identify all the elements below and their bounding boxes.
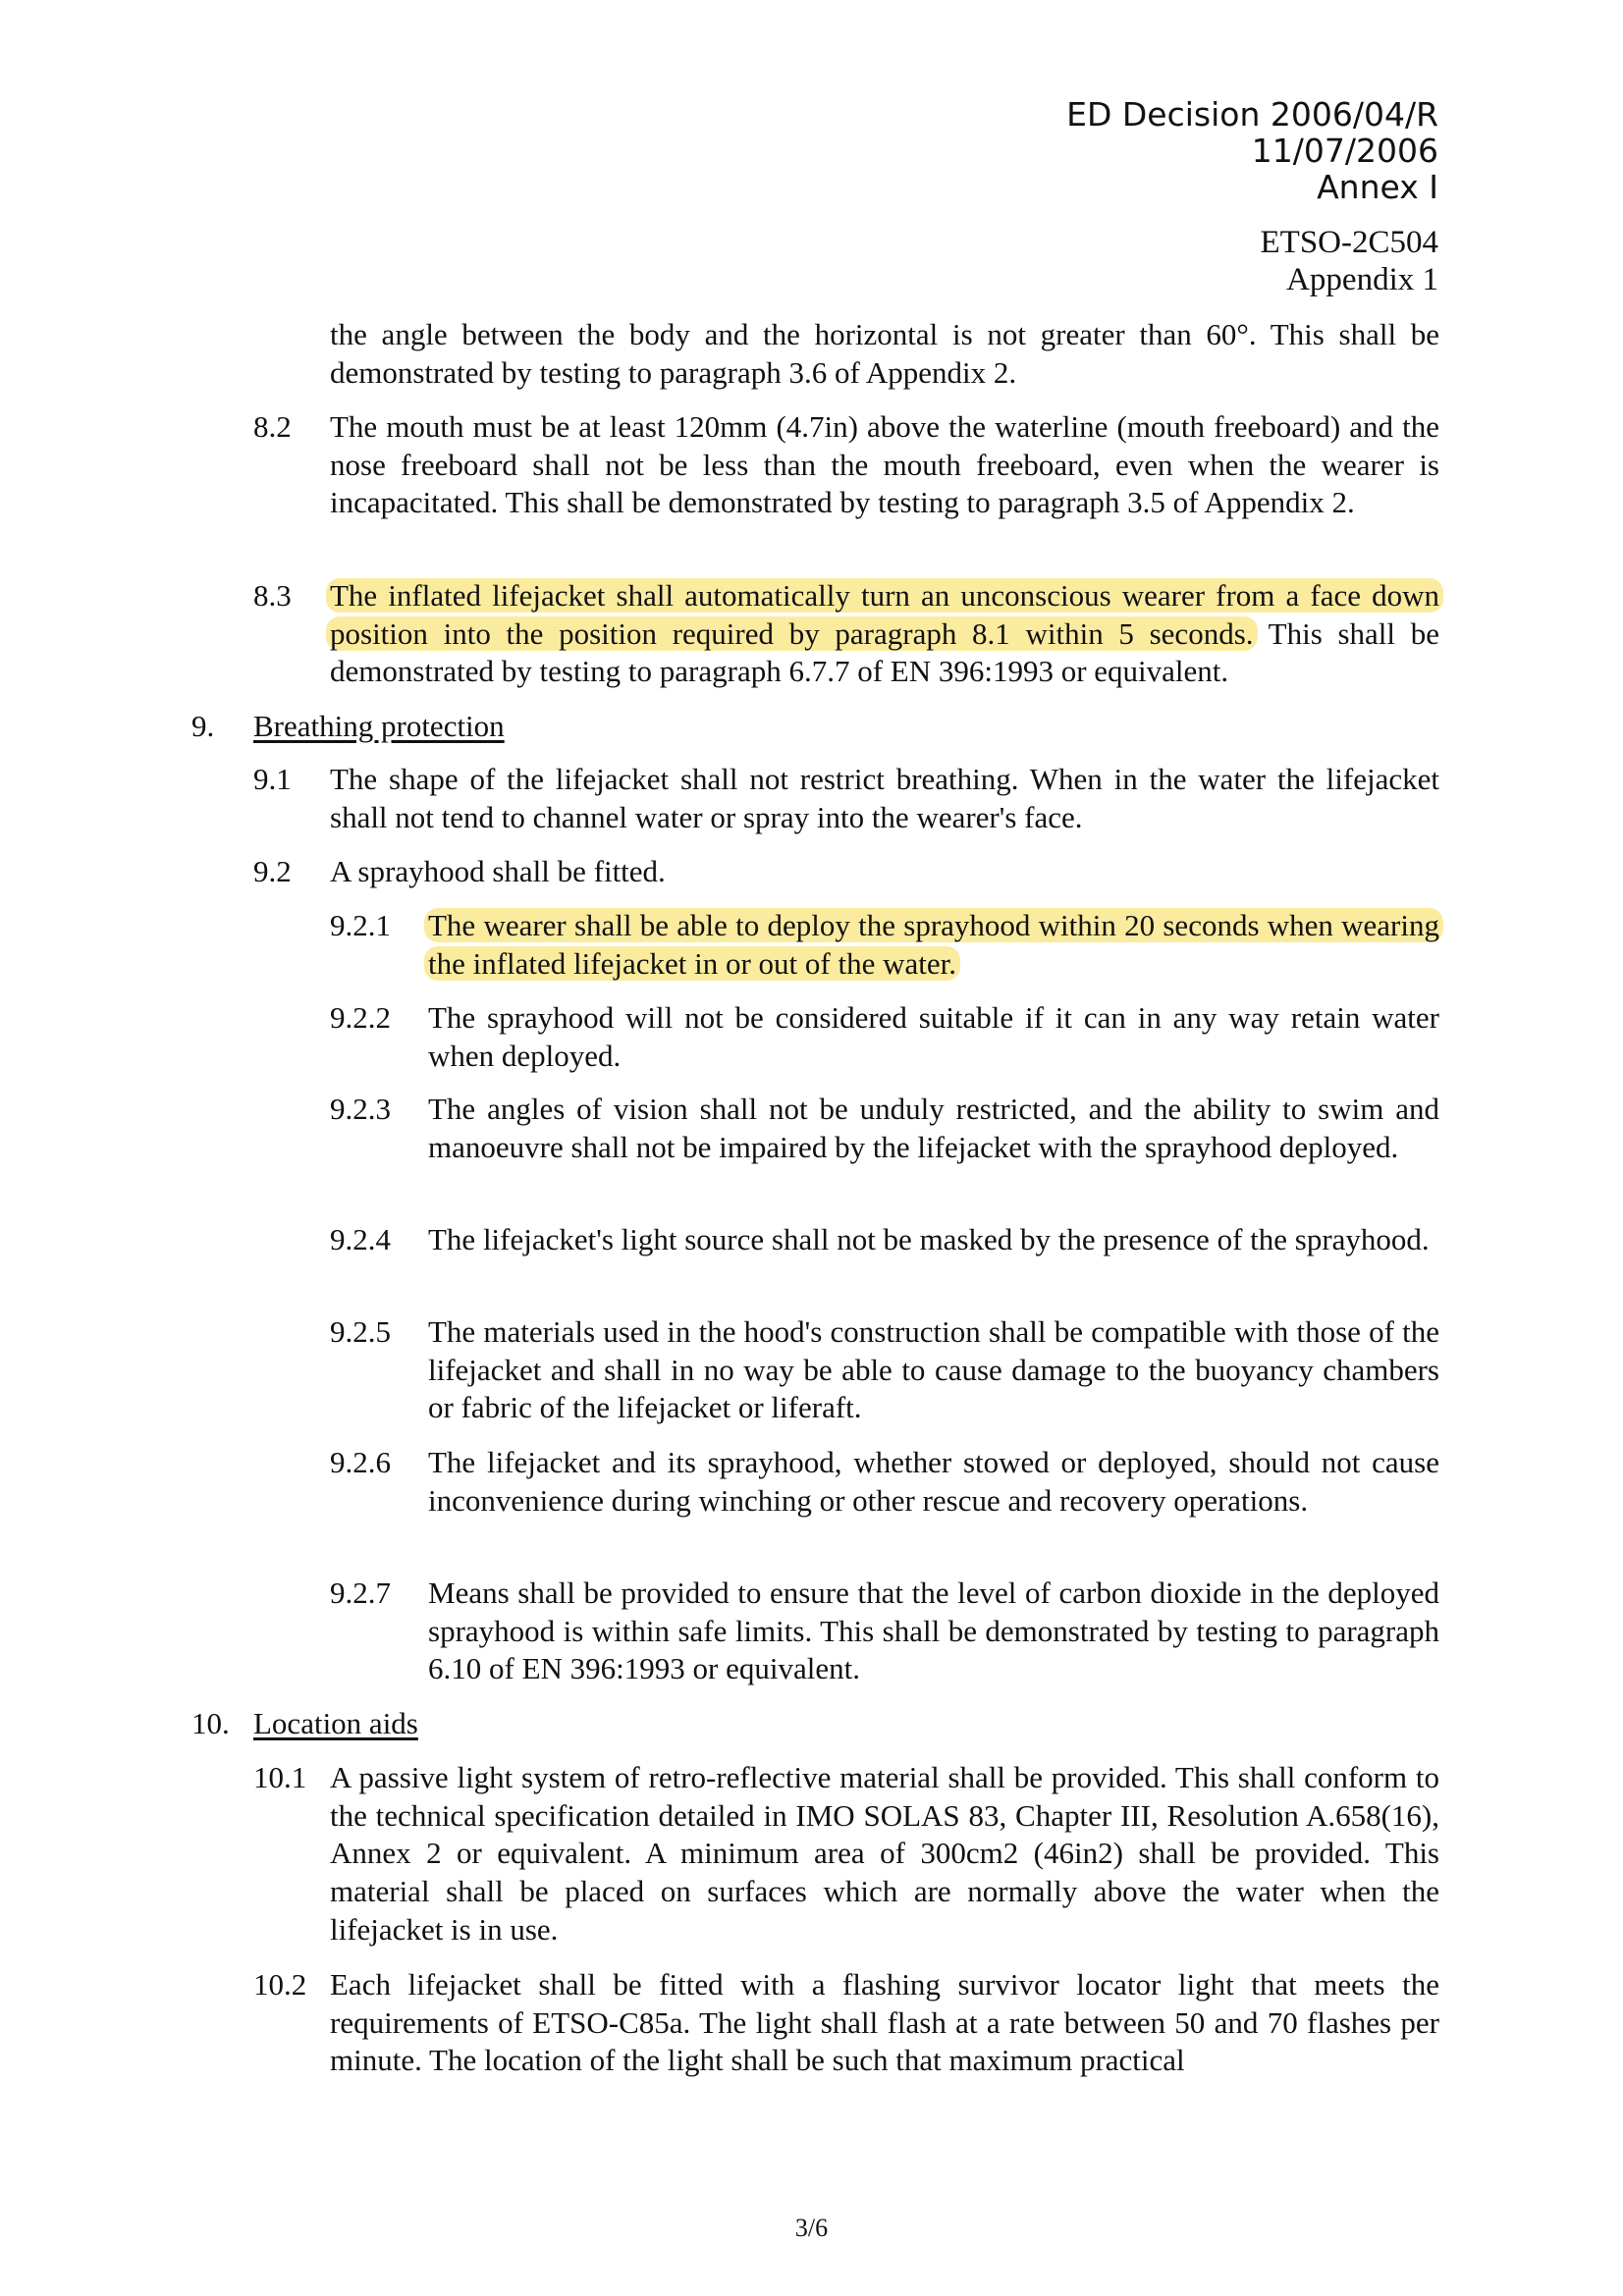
paragraph-10-2 [253,1966,1439,2080]
paragraph-9-2 [253,853,1439,891]
paragraph-number: 9.2 [253,854,292,888]
section-title: Breathing protection [253,709,505,743]
paragraph-text: The materials used in the hood's construction shall be compatible with those of the lifejacket and shall in no way be able to cause damage to the buoyancy chambers or fabric of the lifejacket or liferaft. [428,1314,1439,1425]
decision-date: 11/07/2006 [1251,132,1438,170]
paragraph-number: 9.2.2 [330,1000,391,1035]
paragraph-9-2-1 [330,907,1439,983]
paragraph-text: A sprayhood shall be fitted. [330,854,666,888]
annex-label: Annex I [1317,168,1438,206]
paragraph-10-1 [253,1759,1439,1949]
paragraph-text [428,907,1439,983]
paragraph-text: The lifejacket and its sprayhood, whether stowed or deployed, should not cause inconvenience during winching or other rescue and recovery operations. [428,1445,1439,1518]
section-10-heading [191,1705,418,1743]
paragraph-text: Each lifejacket shall be fitted with a flashing survivor locator light that meets the requirements of ETSO-C85a. The light shall flash at a rate between 50 and 70 flashes per minute. The location of the light shall be such that maximum practical [330,1967,1439,2078]
highlighted-text: The inflated lifejacket shall automatically turn an unconscious wearer from a face down position into the position required by paragraph 8.1 within 5 seconds. [326,578,1443,651]
section-number: 10. [191,1706,230,1740]
paragraph-text: The angles of vision shall not be unduly restricted, and the ability to swim and manoeuvre shall not be impaired by the lifejacket with the sprayhood deployed. [428,1092,1439,1164]
paragraph-9-1 [253,761,1439,836]
paragraph-number: 9.2.3 [330,1092,391,1126]
paragraph-text: The mouth must be at least 120mm (4.7in) above the waterline (mouth freeboard) and the nose freeboard shall not be less than the mouth freeboard, even when the wearer is incapacitated. This shall be demonstrated by testing to paragraph 3.5 of Appendix 2. [330,409,1439,520]
paragraph-number: 8.2 [253,409,292,444]
paragraph-text [330,577,1439,691]
paragraph-number: 9.2.7 [330,1575,391,1610]
paragraph-9-2-7 [330,1575,1439,1688]
paragraph-text: The lifejacket's light source shall not be masked by the presence of the sprayhood. [428,1222,1430,1256]
paragraph-number: 9.2.5 [330,1314,391,1349]
continuation-paragraph: the angle between the body and the horizontal is not greater than 60°. This shall be demonstrated by testing to paragraph 3.6 of Appendix 2. [330,317,1439,390]
paragraph-text: A passive light system of retro-reflective material shall be provided. This shall conform to the technical specification detailed in IMO SOLAS 83, Chapter III, Resolution A.658(16), Annex 2 or equivalent. A minimum area of 300cm2 (46in2) shall be provided. This material shall be placed on surfaces which are normally above the water when the lifejacket is in use. [330,1760,1439,1947]
paragraph-9-2-5 [330,1313,1439,1427]
paragraph-text: The sprayhood will not be considered suitable if it can in any way retain water when deployed. [428,1000,1439,1073]
section-number: 9. [191,709,215,743]
paragraph-text: The shape of the lifejacket shall not restrict breathing. When in the water the lifejacket shall not tend to channel water or spray into the wearer's face. [330,762,1439,834]
paragraph-number: 10.2 [253,1967,307,2002]
paragraph-9-2-3 [330,1091,1439,1166]
paragraph-number: 9.2.4 [330,1222,391,1256]
document-subheader [1261,224,1439,298]
etso-label: ETSO-2C504 [1260,225,1438,260]
paragraph-number: 8.3 [253,578,292,613]
paragraph-number: 9.2.6 [330,1445,391,1479]
appendix-label: Appendix 1 [1286,262,1438,297]
paragraph-9-2-4 [330,1221,1439,1259]
decision-number: ED Decision 2006/04/R [1066,95,1438,133]
paragraph-number: 9.1 [253,762,292,796]
section-title: Location aids [253,1706,418,1740]
paragraph-text: Means shall be provided to ensure that the level of carbon dioxide in the deployed sprayhood is within safe limits. This shall be demonstrated by testing to paragraph 6.10 of EN 396:1993 or equivalent. [428,1575,1439,1686]
paragraph-8-2 [253,408,1439,522]
paragraph-8-3 [253,577,1439,691]
page-number: 3/6 [794,2214,829,2242]
paragraph-number: 9.2.1 [330,908,391,942]
section-9-heading [191,708,505,746]
paragraph-number: 10.1 [253,1760,307,1794]
paragraph-text-rest: This shall be demonstrated by testing to paragraph 6.7.7 of EN 396:1993 or equivalent. [330,615,1439,689]
document-header [1066,96,1438,205]
paragraph-9-2-2 [330,999,1439,1075]
highlighted-text: The wearer shall be able to deploy the sprayhood within 20 seconds when wearing the inflated lifejacket in or out of the water. [424,908,1443,981]
paragraph-9-2-6 [330,1444,1439,1520]
